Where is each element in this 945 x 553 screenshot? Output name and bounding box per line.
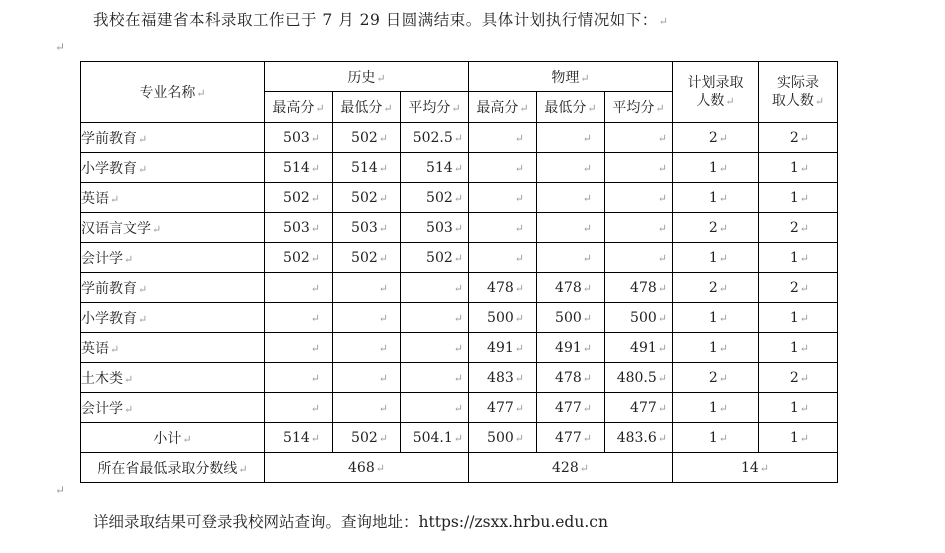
plan-count-cell: 1↵ [673, 303, 759, 333]
subtotal-label: 小计↵ [81, 423, 265, 453]
history-avg-cell: 514↵ [401, 153, 469, 183]
physics-min-cell: ↵ [537, 183, 605, 213]
table-row [81, 243, 838, 273]
physics-min-cell: 500↵ [537, 303, 605, 333]
min-line-label: 所在省最低录取分数线↵ [81, 453, 265, 483]
actual-count-cell: 2↵ [759, 123, 838, 153]
history-min-cell: 503↵ [333, 213, 401, 243]
physics-max-cell: 500↵ [469, 303, 537, 333]
table-row [81, 393, 838, 423]
history-min-cell: 502↵ [333, 243, 401, 273]
subtotal-history-avg: 504.1↵ [401, 423, 469, 453]
history-max-cell: ↵ [265, 363, 333, 393]
subtotal-physics-avg: 483.6↵ [605, 423, 673, 453]
major-name-cell: 汉语言文学↵ [81, 213, 265, 243]
physics-min-cell: 478↵ [537, 273, 605, 303]
physics-min-cell: ↵ [537, 213, 605, 243]
subtotal-history-max: 514↵ [265, 423, 333, 453]
physics-avg-cell: 477↵ [605, 393, 673, 423]
major-name-cell: 学前教育↵ [81, 273, 265, 303]
major-name-cell: 小学教育↵ [81, 153, 265, 183]
min-score-line-row [81, 453, 838, 483]
history-max-header: 最高分↵ [265, 92, 333, 123]
physics-avg-cell: 478↵ [605, 273, 673, 303]
actual-count-cell: 1↵ [759, 333, 838, 363]
history-max-cell: ↵ [265, 273, 333, 303]
history-avg-cell: 502↵ [401, 183, 469, 213]
history-avg-cell: ↵ [401, 303, 469, 333]
physics-avg-cell: ↵ [605, 213, 673, 243]
plan-count-header: 计划录取 人数↵ [673, 62, 759, 123]
physics-min-cell: 491↵ [537, 333, 605, 363]
physics-max-cell: ↵ [469, 183, 537, 213]
intro-paragraph: 我校在福建省本科录取工作已于 7 月 29 日圆满结束。具体计划执行情况如下：↵ [93, 11, 669, 29]
physics-max-cell: 491↵ [469, 333, 537, 363]
admission-table [80, 61, 838, 483]
table-row [81, 333, 838, 363]
physics-avg-header: 平均分↵ [605, 92, 673, 123]
physics-avg-cell: ↵ [605, 123, 673, 153]
physics-avg-cell: 491↵ [605, 333, 673, 363]
history-avg-cell: 502.5↵ [401, 123, 469, 153]
plan-count-cell: 2↵ [673, 123, 759, 153]
history-min-cell: 514↵ [333, 153, 401, 183]
major-name-cell: 会计学↵ [81, 243, 265, 273]
history-min-cell: ↵ [333, 333, 401, 363]
actual-count-cell: 1↵ [759, 153, 838, 183]
actual-count-cell: 2↵ [759, 273, 838, 303]
history-max-cell: 502↵ [265, 183, 333, 213]
physics-max-cell: 477↵ [469, 393, 537, 423]
major-name-cell: 英语↵ [81, 333, 265, 363]
physics-max-cell: ↵ [469, 213, 537, 243]
table-row [81, 123, 838, 153]
min-line-history: 468↵ [265, 453, 469, 483]
plan-count-cell: 2↵ [673, 363, 759, 393]
subtotal-physics-min: 477↵ [537, 423, 605, 453]
plan-count-cell: 1↵ [673, 333, 759, 363]
actual-count-cell: 2↵ [759, 213, 838, 243]
history-min-cell: 502↵ [333, 183, 401, 213]
physics-avg-cell: ↵ [605, 153, 673, 183]
subtotal-physics-max: 500↵ [469, 423, 537, 453]
min-line-count: 14↵ [673, 453, 838, 483]
plan-count-cell: 1↵ [673, 243, 759, 273]
physics-max-cell: ↵ [469, 153, 537, 183]
physics-avg-cell: 480.5↵ [605, 363, 673, 393]
plan-count-cell: 2↵ [673, 273, 759, 303]
history-max-cell: ↵ [265, 393, 333, 423]
history-avg-cell: ↵ [401, 393, 469, 423]
actual-count-cell: 1↵ [759, 393, 838, 423]
history-max-cell: 502↵ [265, 243, 333, 273]
physics-avg-cell: ↵ [605, 183, 673, 213]
plan-count-cell: 1↵ [673, 183, 759, 213]
table-body [81, 62, 838, 483]
min-line-physics: 428↵ [469, 453, 673, 483]
history-min-cell: ↵ [333, 393, 401, 423]
actual-count-header: 实际录 取人数↵ [759, 62, 838, 123]
history-avg-cell: 503↵ [401, 213, 469, 243]
major-name-cell: 学前教育↵ [81, 123, 265, 153]
paragraph-mark-icon: ↵ [55, 40, 66, 54]
actual-count-cell: 1↵ [759, 303, 838, 333]
major-header: 专业名称↵ [81, 62, 265, 123]
paragraph-mark-icon: ↵ [55, 483, 66, 497]
physics-header: 物理↵ [469, 62, 673, 92]
actual-count-cell: 2↵ [759, 363, 838, 393]
table-row [81, 303, 838, 333]
table-row [81, 363, 838, 393]
major-name-cell: 英语↵ [81, 183, 265, 213]
table-row [81, 153, 838, 183]
physics-min-cell: ↵ [537, 153, 605, 183]
history-max-cell: ↵ [265, 333, 333, 363]
major-name-cell: 土木类↵ [81, 363, 265, 393]
history-max-cell: 503↵ [265, 123, 333, 153]
actual-count-cell: 1↵ [759, 183, 838, 213]
table-row [81, 183, 838, 213]
history-avg-header: 平均分↵ [401, 92, 469, 123]
history-min-cell: ↵ [333, 273, 401, 303]
physics-max-cell: 478↵ [469, 273, 537, 303]
subtotal-history-min: 502↵ [333, 423, 401, 453]
subtotal-row [81, 423, 838, 453]
physics-min-cell: 477↵ [537, 393, 605, 423]
history-min-header: 最低分↵ [333, 92, 401, 123]
history-avg-cell: ↵ [401, 333, 469, 363]
subtotal-plan-count: 1↵ [673, 423, 759, 453]
subtotal-actual-count: 1↵ [759, 423, 838, 453]
site-url-link[interactable]: https://zsxx.hrbu.edu.cn [418, 513, 608, 531]
physics-min-cell: ↵ [537, 123, 605, 153]
footer-note: 详细录取结果可登录我校网站查询。查询地址：https://zsxx.hrbu.edu.cn [93, 513, 608, 531]
history-avg-cell: ↵ [401, 363, 469, 393]
physics-min-cell: ↵ [537, 243, 605, 273]
table-row [81, 273, 838, 303]
actual-count-cell: 1↵ [759, 243, 838, 273]
physics-max-cell: 483↵ [469, 363, 537, 393]
history-max-cell: ↵ [265, 303, 333, 333]
table-row [81, 213, 838, 243]
physics-min-header: 最低分↵ [537, 92, 605, 123]
physics-min-cell: 478↵ [537, 363, 605, 393]
header-row-1 [81, 62, 838, 92]
history-max-cell: 514↵ [265, 153, 333, 183]
history-header: 历史↵ [265, 62, 469, 92]
history-min-cell: ↵ [333, 303, 401, 333]
major-name-cell: 小学教育↵ [81, 303, 265, 333]
physics-max-cell: ↵ [469, 243, 537, 273]
plan-count-cell: 1↵ [673, 153, 759, 183]
physics-max-header: 最高分↵ [469, 92, 537, 123]
plan-count-cell: 2↵ [673, 213, 759, 243]
physics-avg-cell: ↵ [605, 243, 673, 273]
history-avg-cell: ↵ [401, 273, 469, 303]
history-min-cell: 502↵ [333, 123, 401, 153]
major-name-cell: 会计学↵ [81, 393, 265, 423]
physics-max-cell: ↵ [469, 123, 537, 153]
history-max-cell: 503↵ [265, 213, 333, 243]
history-min-cell: ↵ [333, 363, 401, 393]
physics-avg-cell: 500↵ [605, 303, 673, 333]
history-avg-cell: 502↵ [401, 243, 469, 273]
plan-count-cell: 1↵ [673, 393, 759, 423]
